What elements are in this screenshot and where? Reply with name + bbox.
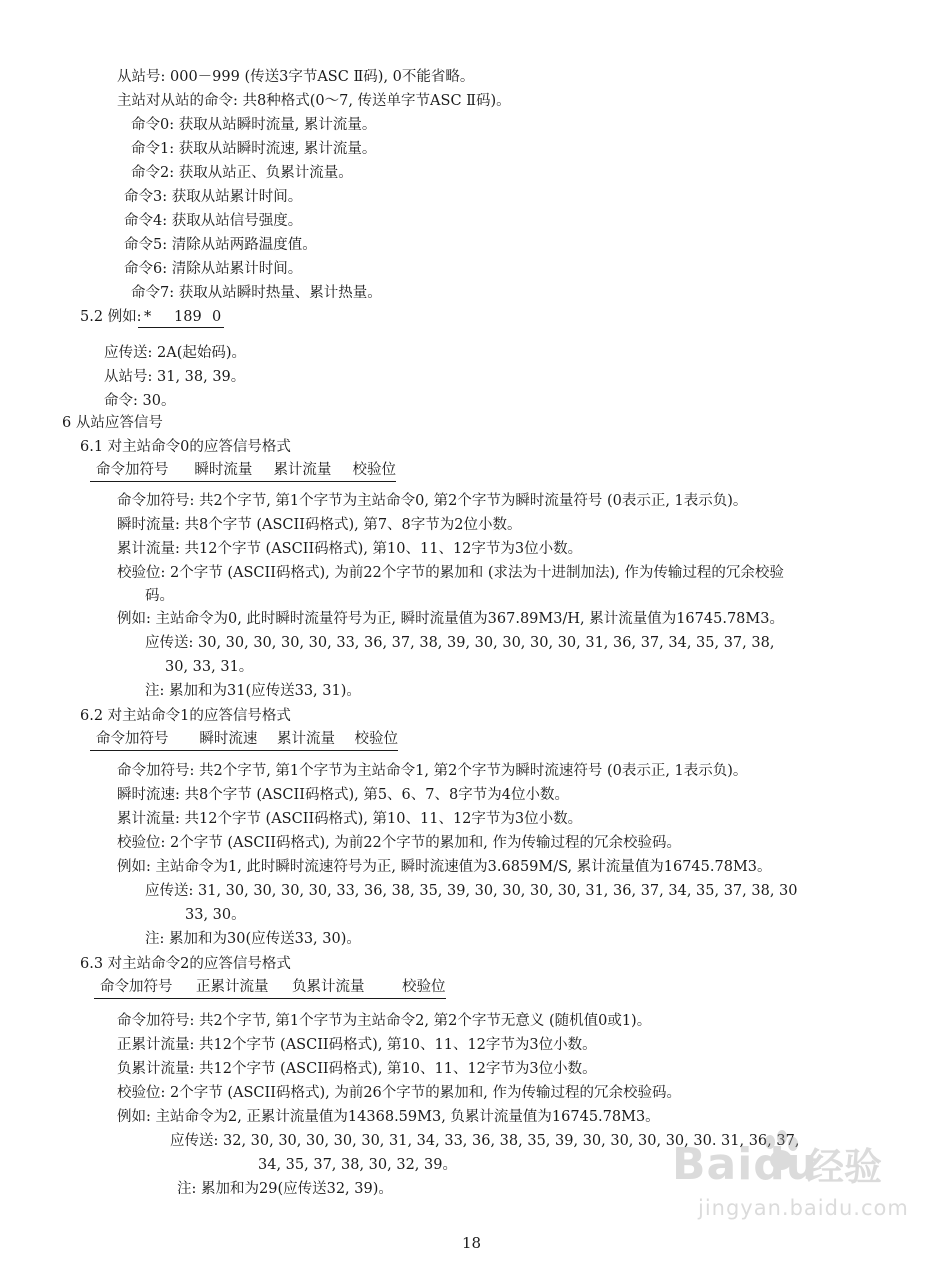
text-line: 注: 累加和为31(应传送33, 31)。 — [145, 683, 361, 699]
text-line: 从站号: 000－999 (传送3字节ASC Ⅱ码), 0不能省略。 — [117, 69, 475, 85]
text-line: 注: 累加和为30(应传送33, 30)。 — [145, 931, 361, 947]
text-line: 命令2: 获取从站正、负累计流量。 — [131, 165, 353, 181]
text-line: 30, 33, 31。 — [165, 659, 254, 675]
text-line: 命令4: 获取从站信号强度。 — [124, 213, 303, 229]
text-line: 码。 — [145, 588, 174, 604]
example-start-char: * — [144, 309, 152, 325]
text-line: 校验位: 2个字节 (ASCII码格式), 为前22个字节的累加和, 作为传输过程的冗余校验码。 — [117, 835, 681, 851]
text-line: 瞬时流速: 共8个字节 (ASCII码格式), 第5、6、7、8字节为4位小数。 — [117, 787, 569, 803]
text-line: 命令0: 获取从站瞬时流量, 累计流量。 — [131, 117, 377, 133]
header-cell: 校验位 — [354, 731, 398, 747]
text-line: 负累计流量: 共12个字节 (ASCII码格式), 第10、11、12字节为3位小数。 — [117, 1061, 597, 1077]
section-heading: 5.2 例如: — [80, 309, 142, 325]
text-line: 34, 35, 37, 38, 30, 32, 39。 — [258, 1157, 457, 1173]
text-line: 命令6: 清除从站累计时间。 — [124, 261, 303, 277]
watermark-url: jingyan.baidu.com — [698, 1196, 909, 1220]
text-line: 瞬时流量: 共8个字节 (ASCII码格式), 第7、8字节为2位小数。 — [117, 517, 522, 533]
text-line: 例如: 主站命令为1, 此时瞬时流速符号为正, 瞬时流速值为3.6859M/S, 累计流量值为16745.78M3。 — [117, 859, 772, 875]
section-heading: 6.3 对主站命令2的应答信号格式 — [80, 956, 291, 972]
text-line: 命令加符号: 共2个字节, 第1个字节为主站命令1, 第2个字节为瞬时流速符号 (0表示正, 1表示负)。 — [117, 763, 748, 779]
example-command: 0 — [212, 309, 222, 325]
header-cell: 校验位 — [402, 979, 446, 995]
header-cell: 负累计流量 — [292, 979, 365, 995]
page-number: 18 — [461, 1234, 482, 1252]
text-line: 命令1: 获取从站瞬时流速, 累计流量。 — [131, 141, 377, 157]
text-line: 累计流量: 共12个字节 (ASCII码格式), 第10、11、12字节为3位小数。 — [117, 811, 583, 827]
example-frame — [138, 307, 224, 328]
header-cell: 命令加符号 — [96, 462, 169, 478]
text-line: 应传送: 31, 30, 30, 30, 30, 33, 36, 38, 35, 39, 30, 30, 30, 30, 31, 36, 37, 34, 35, 37, 38, 30 — [145, 883, 798, 899]
header-cell: 命令加符号 — [100, 979, 173, 995]
text-line: 命令3: 获取从站累计时间。 — [124, 189, 303, 205]
text-line: 命令加符号: 共2个字节, 第1个字节为主站命令2, 第2个字节无意义 (随机值0或1)。 — [117, 1013, 652, 1029]
header-cell: 瞬时流量 — [194, 462, 253, 478]
example-station: 189 — [174, 309, 202, 325]
text-line: 累计流量: 共12个字节 (ASCII码格式), 第10、11、12字节为3位小数。 — [117, 541, 583, 557]
text-line: 从站号: 31, 38, 39。 — [104, 369, 246, 385]
text-line: 命令7: 获取从站瞬时热量、累计热量。 — [131, 285, 382, 301]
header-cell: 瞬时流速 — [199, 731, 258, 747]
text-line: 命令5: 清除从站两路温度值。 — [124, 237, 317, 253]
text-line: 应传送: 32, 30, 30, 30, 30, 30, 31, 34, 33, 36, 38, 35, 39, 30, 30, 30, 30, 30. 31, 36, 37, — [170, 1133, 800, 1149]
format-header-6-3 — [94, 977, 446, 999]
text-line: 校验位: 2个字节 (ASCII码格式), 为前22个字节的累加和 (求法为十进制加法), 作为传输过程的冗余校验 — [117, 565, 784, 581]
text-line: 正累计流量: 共12个字节 (ASCII码格式), 第10、11、12字节为3位小数。 — [117, 1037, 597, 1053]
text-line: 命令加符号: 共2个字节, 第1个字节为主站命令0, 第2个字节为瞬时流量符号 (0表示正, 1表示负)。 — [117, 493, 748, 509]
text-line: 例如: 主站命令为0, 此时瞬时流量符号为正, 瞬时流量值为367.89M3/H, 累计流量值为16745.78M3。 — [117, 611, 784, 627]
watermark-logo: Baidu — [672, 1139, 819, 1190]
header-cell: 正累计流量 — [196, 979, 269, 995]
text-line: 命令: 30。 — [104, 393, 176, 409]
section-heading: 6 从站应答信号 — [62, 415, 163, 431]
text-line: 例如: 主站命令为2, 正累计流量值为14368.59M3, 负累计流量值为16745.78M3。 — [117, 1109, 660, 1125]
format-header-6-2 — [90, 729, 398, 751]
text-line: 注: 累加和为29(应传送32, 39)。 — [177, 1181, 393, 1197]
text-line: 33, 30。 — [185, 907, 246, 923]
header-cell: 校验位 — [352, 462, 397, 478]
text-line: 主站对从站的命令: 共8种格式(0～7, 传送单字节ASC Ⅱ码)。 — [117, 93, 511, 109]
text-line: 应传送: 2A(起始码)。 — [104, 345, 247, 361]
section-heading: 6.1 对主站命令0的应答信号格式 — [80, 439, 291, 455]
section-heading: 6.2 对主站命令1的应答信号格式 — [80, 708, 291, 724]
header-cell: 命令加符号 — [96, 731, 169, 747]
baidu-jingyan-watermark — [668, 1128, 918, 1238]
header-cell: 累计流量 — [276, 731, 335, 747]
header-cell: 累计流量 — [273, 462, 332, 478]
text-line: 校验位: 2个字节 (ASCII码格式), 为前26个字节的累加和, 作为传输过程的冗余校验码。 — [117, 1085, 681, 1101]
text-line: 应传送: 30, 30, 30, 30, 30, 33, 36, 37, 38, 39, 30, 30, 30, 30, 31, 36, 37, 34, 35, 37, 38, — [145, 635, 775, 651]
format-header-6-1 — [90, 460, 396, 482]
watermark-logo-cn: 经验 — [806, 1145, 883, 1189]
